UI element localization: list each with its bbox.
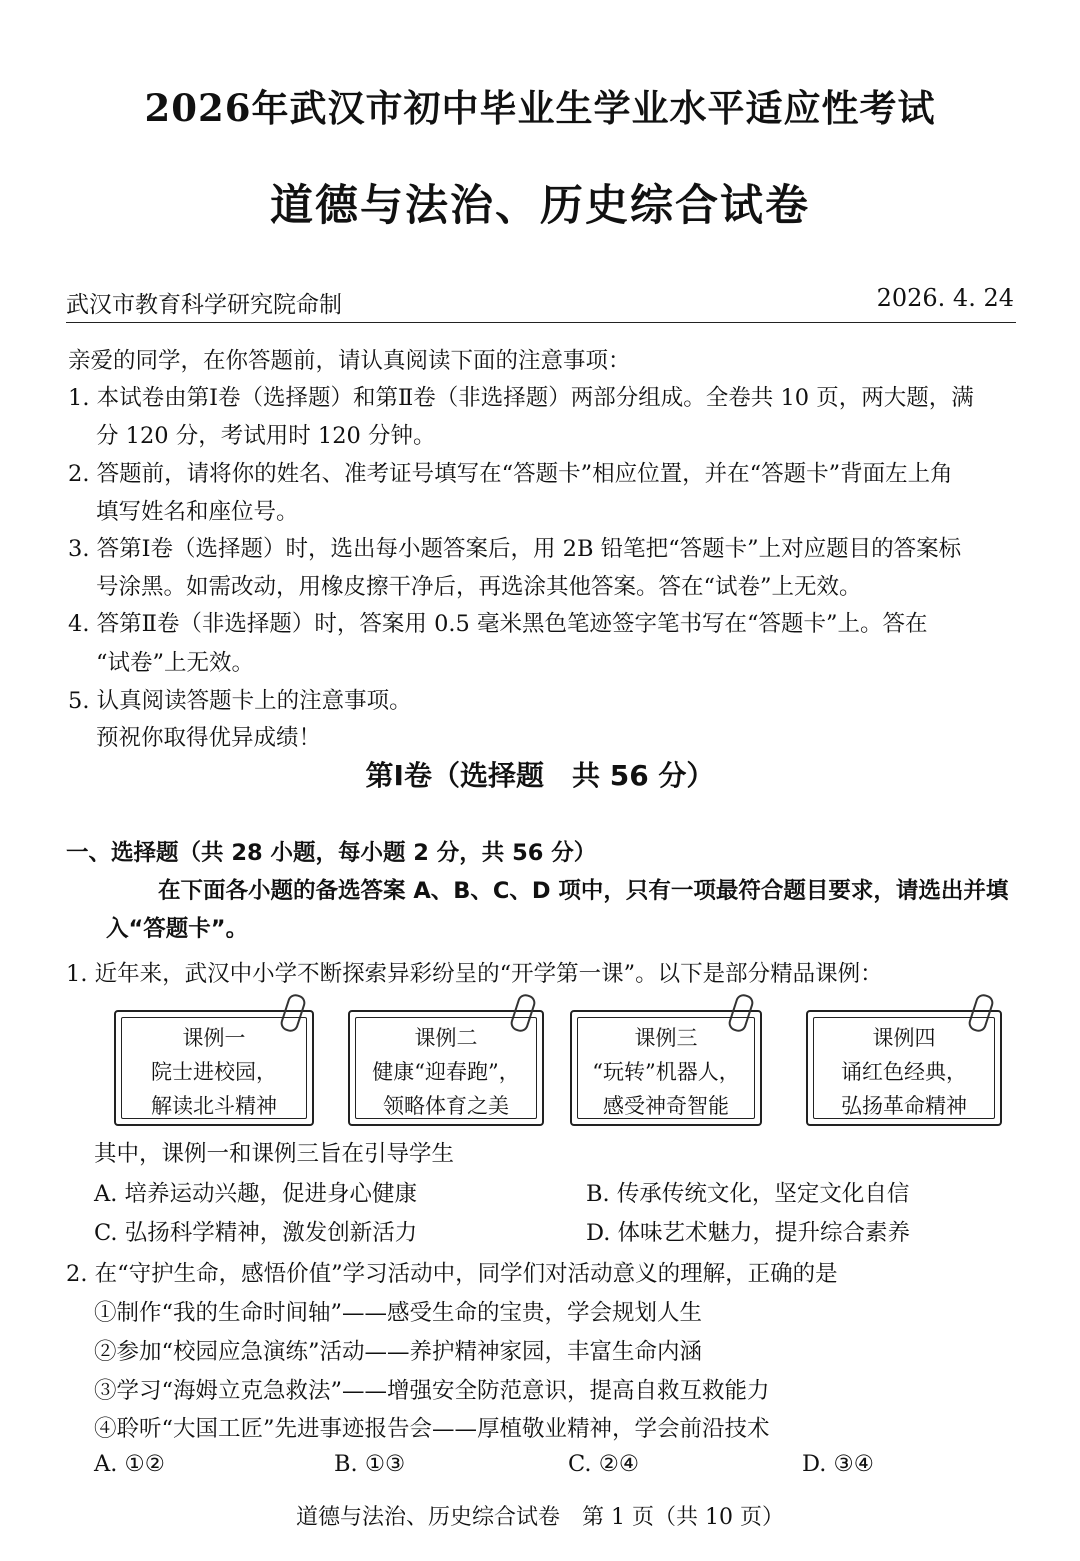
card-line: 解读北斗精神 (151, 1094, 277, 1118)
section-title: 第Ⅰ卷（选择题 共 56 分） (365, 759, 715, 792)
lesson-card-2 (348, 1010, 544, 1126)
option-a: A. ①② (94, 1451, 165, 1477)
statement-item: ③学习“海姆立克急救法”——增强安全防范意识，提高自救互救能力 (94, 1378, 770, 1404)
exam-date: 2026. 4. 24 (876, 284, 1014, 312)
part-heading: 一、选择题（共 28 小题，每小题 2 分，共 56 分） (66, 840, 597, 866)
notice-line: 3. 答第Ⅰ卷（选择题）时，选出每小题答案后，用 2B 铅笔把“答题卡”上对应题目的答案标 (68, 536, 962, 562)
statement-item: ①制作“我的生命时间轴”——感受生命的宝贵，学会规划人生 (94, 1300, 703, 1326)
question-1-question: 其中，课例一和课例三旨在引导学生 (94, 1141, 455, 1167)
statement-item: ④聆听“大国工匠”先进事迹报告会——厚植敬业精神，学会前沿技术 (94, 1416, 770, 1442)
card-line: 院士进校园， (151, 1060, 277, 1084)
option-a: A. 培养运动兴趣，促进身心健康 (94, 1181, 418, 1207)
option-c: C. ②④ (568, 1451, 640, 1477)
notice-line: 1. 本试卷由第Ⅰ卷（选择题）和第Ⅱ卷（非选择题）两部分组成。全卷共 10 页，两大题，满 (68, 385, 974, 411)
header-divider (66, 322, 1016, 323)
option-b: B. 传承传统文化，坚定文化自信 (586, 1181, 910, 1207)
notice-line: 预祝你取得优异成绩！ (96, 725, 322, 751)
option-d: D. 体味艺术魅力，提升综合素养 (586, 1220, 911, 1246)
option-d: D. ③④ (802, 1451, 874, 1477)
part-instruction: 在下面各小题的备选答案 A、B、C、D 项中，只有一项最符合题目要求，请选出并填 (158, 878, 1009, 904)
statement-item: ②参加“校园应急演练”活动——养护精神家园，丰富生命内涵 (94, 1339, 703, 1365)
part-instruction-cont: 入“答题卡”。 (106, 916, 249, 942)
notice-line: 2. 答题前，请将你的姓名、准考证号填写在“答题卡”相应位置，并在“答题卡”背面左上角 (68, 461, 953, 487)
lesson-card-3 (570, 1010, 762, 1126)
card-title: 课例二 (414, 1026, 478, 1050)
card-line: 弘扬革命精神 (841, 1094, 967, 1118)
notice-intro: 亲爱的同学，在你答题前，请认真阅读下面的注意事项： (68, 348, 631, 374)
issuer: 武汉市教育科学研究院命制 (66, 292, 342, 318)
paper-subtitle: 道德与法治、历史综合试卷 (270, 181, 810, 231)
lesson-card-1 (114, 1010, 314, 1126)
card-title: 课例一 (182, 1026, 246, 1050)
card-title: 课例四 (872, 1026, 936, 1050)
card-line: “玩转”机器人， (592, 1060, 740, 1084)
page-footer: 道德与法治、历史综合试卷 第 1 页（共 10 页） (296, 1505, 784, 1530)
exam-title: 2026年武汉市初中毕业生学业水平适应性考试 (144, 86, 936, 130)
card-line: 感受神奇智能 (603, 1094, 729, 1118)
card-title: 课例三 (634, 1026, 698, 1050)
question-1-stem: 1. 近年来，武汉中小学不断探索异彩纷呈的“开学第一课”。以下是部分精品课例： (66, 961, 883, 987)
card-line: 诵红色经典， (841, 1060, 967, 1084)
option-c: C. 弘扬科学精神，激发创新活力 (94, 1220, 418, 1246)
option-b: B. ①③ (334, 1451, 406, 1477)
notice-line: 填写姓名和座位号。 (96, 499, 299, 525)
card-line: 健康“迎春跑”， (372, 1060, 520, 1084)
notice-line: 分 120 分，考试用时 120 分钟。 (96, 423, 436, 449)
notice-line: “试卷”上无效。 (96, 650, 255, 676)
card-line: 领略体育之美 (383, 1094, 509, 1118)
notice-line: 4. 答第Ⅱ卷（非选择题）时，答案用 0.5 毫米黑色笔迹签字笔书写在“答题卡”上。答在 (68, 611, 928, 637)
notice-line: 5. 认真阅读答题卡上的注意事项。 (68, 688, 412, 714)
lesson-card-4 (806, 1010, 1002, 1126)
notice-line: 号涂黑。如需改动，用橡皮擦干净后，再选涂其他答案。答在“试卷”上无效。 (96, 574, 862, 600)
question-2-stem: 2. 在“守护生命，感悟价值”学习活动中，同学们对活动意义的理解，正确的是 (66, 1261, 838, 1287)
